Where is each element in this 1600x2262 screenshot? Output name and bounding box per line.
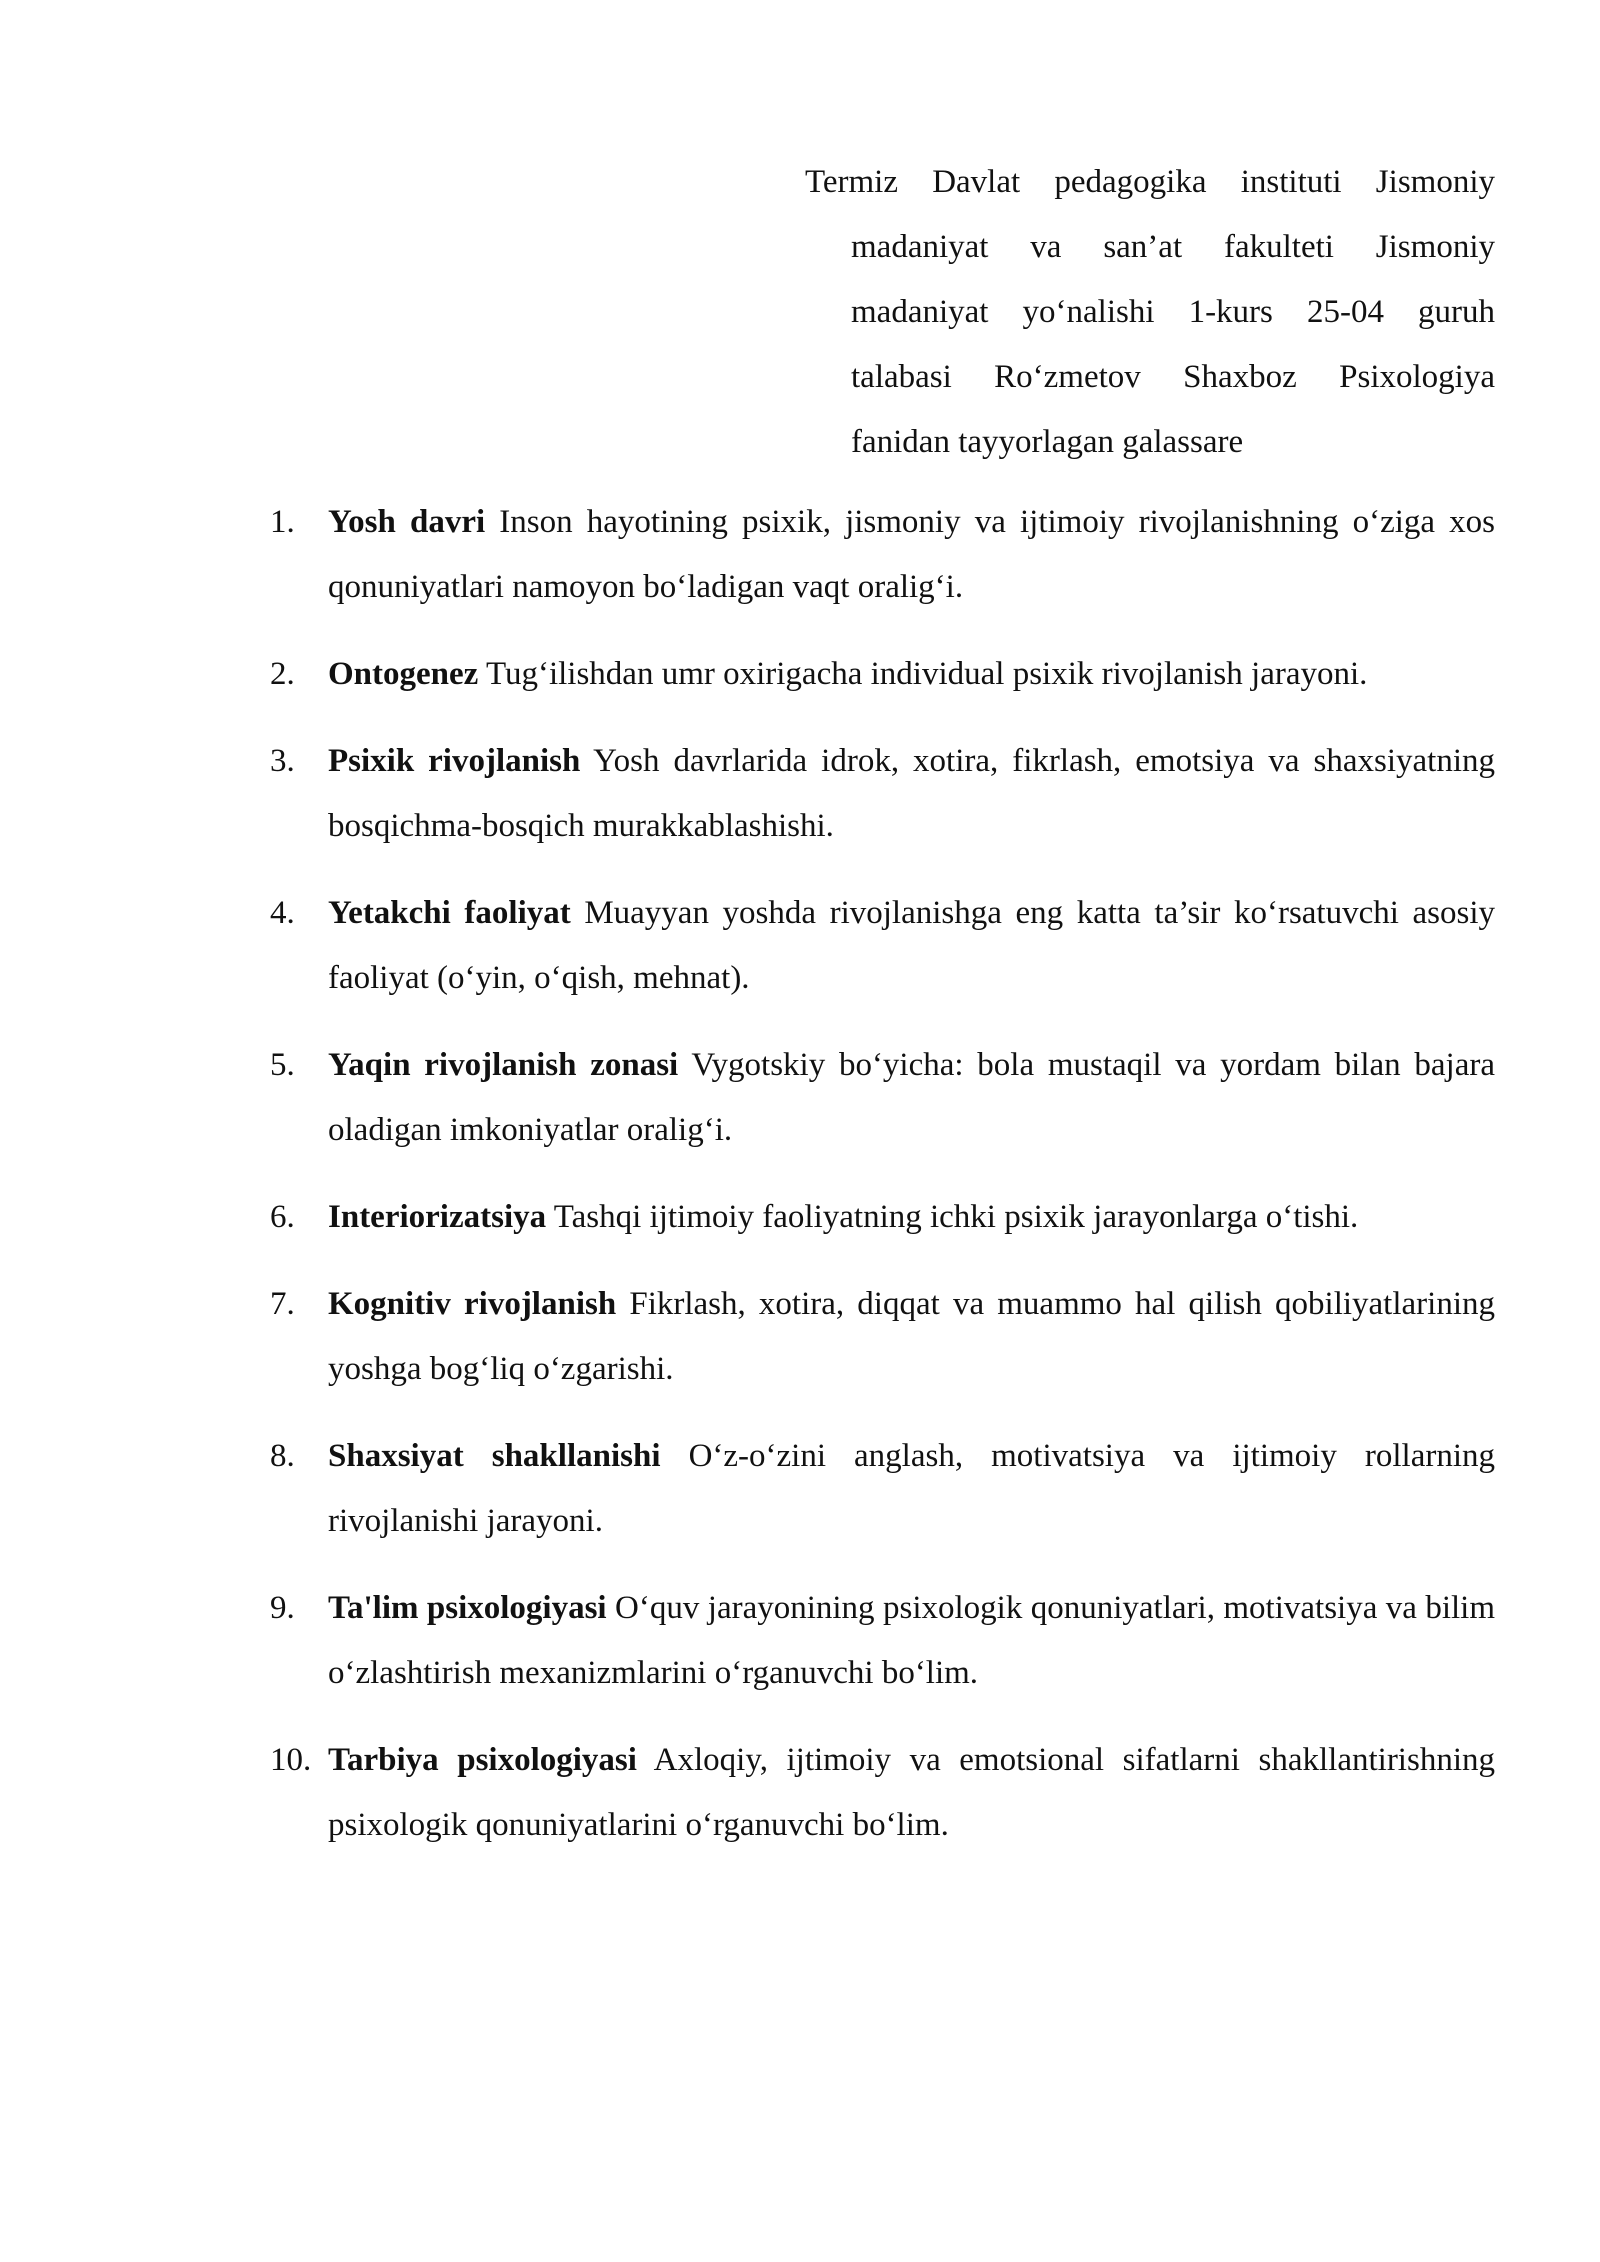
item-number: 10.: [270, 1742, 312, 1778]
item-term: Yosh davri: [328, 504, 486, 540]
item-definition: O‘z-o‘zini anglash, motivatsiya va ijtimoiy rollarning rivojlanishi jarayoni.: [328, 1438, 1495, 1539]
item-definition: Axloqiy, ijtimoiy va emotsional sifatlarni shakllantirishning psixologik qonuniyatlarini o‘rganuvchi bo‘lim.: [328, 1742, 1495, 1843]
item-term: Ta'lim psixologiyasi: [328, 1590, 607, 1626]
glossary-item: [270, 1185, 1495, 1250]
item-number: 9.: [270, 1590, 295, 1626]
item-number: 8.: [270, 1438, 295, 1474]
item-number: 6.: [270, 1199, 295, 1235]
item-definition: Inson hayotining psixik, jismoniy va ijtimoiy rivojlanishning o‘ziga xos qonuniyatlari namoyon bo‘ladigan vaqt oralig‘i.: [328, 504, 1495, 605]
glossary-item: [270, 729, 1495, 859]
glossary-list: [270, 490, 1495, 1880]
glossary-item: [270, 642, 1495, 707]
item-number: 5.: [270, 1047, 295, 1083]
item-definition: Vygotskiy bo‘yicha: bola mustaqil va yordam bilan bajara oladigan imkoniyatlar oralig‘i.: [328, 1047, 1495, 1148]
item-number: 4.: [270, 895, 295, 931]
author-header: Termiz Davlat pedagogika instituti Jismoniy madaniyat va san’at fakulteti Jismoniy madaniyat yo‘nalishi 1-kurs 25-04 guruh talabasi Ro‘zmetov Shaxboz Psixologiya fanidan tayyorlagan galassare: [805, 164, 1495, 460]
glossary-item: [270, 881, 1495, 1011]
glossary-item: [270, 1272, 1495, 1402]
item-term: Kognitiv rivojlanish: [328, 1286, 617, 1322]
glossary-item: [270, 490, 1495, 620]
item-definition: Tashqi ijtimoiy faoliyatning ichki psixik jarayonlarga o‘tishi.: [553, 1199, 1359, 1235]
item-term: Yetakchi faoliyat: [328, 895, 571, 931]
item-term: Shaxsiyat shakllanishi: [328, 1438, 661, 1474]
item-number: 3.: [270, 743, 295, 779]
item-number: 7.: [270, 1286, 295, 1322]
item-number: 1.: [270, 504, 295, 540]
item-definition: Muayyan yoshda rivojlanishga eng katta ta’sir ko‘rsatuvchi asosiy faoliyat (o‘yin, o‘qish, mehnat).: [328, 895, 1495, 996]
item-definition: O‘quv jarayonining psixologik qonuniyatlari, motivatsiya va bilim o‘zlashtirish mexanizmlarini o‘rganuvchi bo‘lim.: [328, 1590, 1496, 1691]
glossary-item: [270, 1033, 1495, 1163]
item-number: 2.: [270, 656, 295, 692]
item-term: Tarbiya psixologiyasi: [328, 1742, 637, 1778]
item-definition: Tug‘ilishdan umr oxirigacha individual psixik rivojlanish jarayoni.: [485, 656, 1368, 692]
item-definition: Fikrlash, xotira, diqqat va muammo hal qilish qobiliyatlarining yoshga bog‘liq o‘zgarishi.: [328, 1286, 1495, 1387]
item-term: Yaqin rivojlanish zonasi: [328, 1047, 679, 1083]
glossary-item: [270, 1728, 1495, 1858]
item-definition: Yosh davrlarida idrok, xotira, fikrlash, emotsiya va shaxsiyatning bosqichma-bosqich murakkablashishi.: [328, 743, 1495, 844]
glossary-item: [270, 1576, 1495, 1706]
item-term: Ontogenez: [328, 656, 479, 692]
item-term: Psixik rivojlanish: [328, 743, 581, 779]
glossary-item: [270, 1424, 1495, 1554]
item-term: Interiorizatsiya: [328, 1199, 547, 1235]
